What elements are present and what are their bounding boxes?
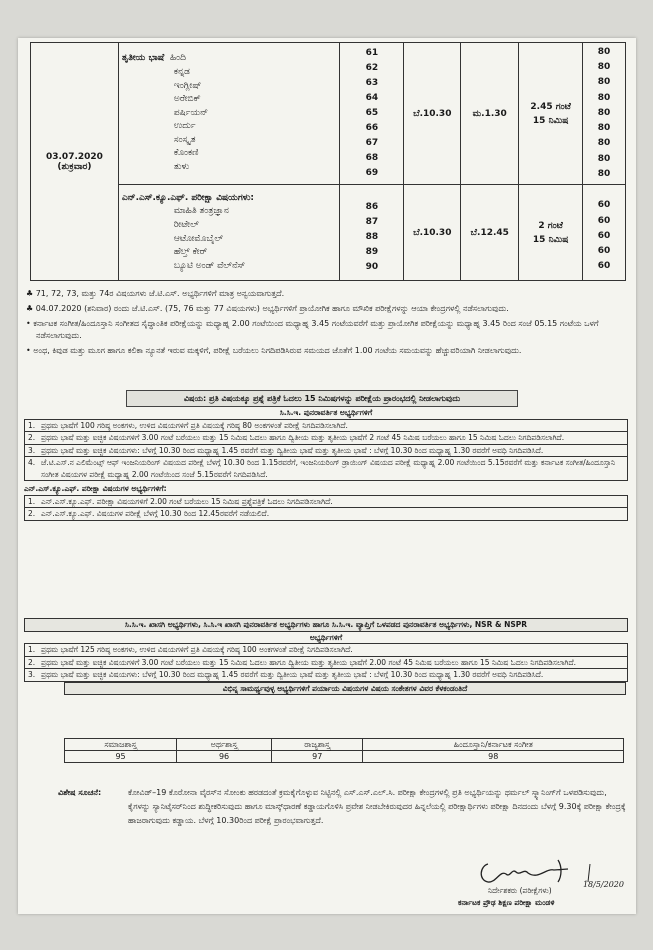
third-language-subjects: [118, 43, 340, 185]
subject-code: 62: [365, 63, 379, 73]
subject-name: ಅರೇಬಿಕ್: [173, 94, 201, 105]
subject-name: ಆಟೋಮೊಬೈಲ್: [173, 233, 224, 244]
subject-name-cell: ಅರ್ಥಶಾಸ್ತ್ರ: [177, 739, 272, 751]
subject-code: 66: [365, 123, 379, 133]
subject-name: ಉರ್ದು: [173, 121, 196, 132]
note-item: • ಅಂಧ, ಕಿವುಡ ಮತ್ತು ಮೂಗ ಹಾಗೂ ಕಲಿಕಾ ನ್ಯೂನತೆ ಇರುವ ಮಕ್ಕಳಿಗೆ, ಪರೀಕ್ಷೆ ಬರೆಯಲು ನಿಗದಿಪಡಿಸಿರುವ ಸಮಯದ ಜೊತೆಗೆ 1.00 ಗಂಟೆಯ ಸಮಯವನ್ನು ಹೆಚ್ಚುವರಿಯಾಗಿ ನೀಡಲಾಗುವುದು.: [26, 346, 522, 355]
subject-code-cell: 97: [271, 751, 363, 763]
bullet-icon: ♣: [26, 304, 36, 313]
subject-name: ಬ್ಯೂಟಿ ಅಂಡ್ ವೆಲ್‌ನೆಸ್: [173, 260, 246, 271]
note-item: ♣ 71, 72, 73, ಮತ್ತು 74ರ ವಿಷಯಗಳು ಜೆ.ಟಿ.ಎಸ್. ಅಭ್ಯರ್ಥಿಗಳಿಗೆ ಮಾತ್ರ ಅನ್ವಯವಾಗುತ್ತದೆ.: [26, 289, 285, 298]
codes-title: ವಿಭಿನ್ನ ಸಾಮರ್ಥ್ಯವುಳ್ಳ ಅಭ್ಯರ್ಥಿಗಳಿಗೆ ಪರ್ಯಾಯ ವಿಷಯಗಳ ವಿಷಯ ಸಂಕೇತಗಳ ವಿವರ ಕೆಳಕಂಡಂತಿದೆ: [64, 682, 626, 696]
special-notice: [58, 786, 628, 828]
subject-banner: ವಿಷಯ: ಪ್ರತಿ ವಿಷಯಕ್ಕೂ ಪ್ರಶ್ನೆ ಪತ್ರಿಕೆ ಓದಲು 15 ನಿಮಿಷಗಳನ್ನು ಪರೀಕ್ಷೆಯ ಪ್ರಾರಂಭದಲ್ಲಿ ನೀಡಲಾಗುವುದು: [126, 390, 518, 407]
subject-name-cell: ರಾಜ್ಯಶಾಸ್ತ್ರ: [271, 739, 363, 751]
subject-code: 69: [365, 168, 379, 178]
bullet-icon: •: [26, 319, 34, 328]
subject-name: ಕೊಂಕಣಿ: [173, 148, 199, 159]
document-page: [18, 38, 636, 914]
duration: 2 ಗಂಟೆ 15 ನಿಮಿಷ: [519, 185, 583, 281]
subject-name: ಮಾಹಿತಿ ತಂತ್ರಜ್ಞಾನ: [173, 206, 229, 217]
subject-code: 68: [365, 153, 379, 163]
marks-value: 80: [597, 47, 611, 58]
section-subtitle: ಅಭ್ಯರ್ಥಿಗಳಿಗೆ: [309, 632, 343, 642]
list-item: 4. ಜೆ.ಟಿ.ಎಸ್.ನ ಎಲಿಮೆಂಟ್ಸ್ ಆಫ್ ಇಂಜನಿಯರಿಂಗ್ ವಿಷಯದ ಪರೀಕ್ಷೆ ಬೆಳಗ್ಗೆ 10.30 ರಿಂದ 1.15ರವರೆಗೆ, ಇಂಜನಿಯರಿಂಗ್ ಡ್ರಾಯಿಂಗ್ ವಿಷಯದ ಪರೀಕ್ಷೆ ಮಧ್ಯಾಹ್ನ 2.00 ಗಂಟೆಯಿಂದ 5.15ರವರೆಗೆ ಮತ್ತು ಕರ್ನಾಟಕ ಸಂಗೀತ/ಹಿಂದೂಸ್ತಾನಿ ಸಂಗೀತ ವಿಷಯಗಳ ಪರೀಕ್ಷೆ ಮಧ್ಯಾಹ್ನ 2.00 ಗಂಟೆಯಿಂದ ಸಂಜೆ 5.15ರವರೆಗೆ ನಿಗದಿಪಡಿಸಿದೆ.: [24, 456, 628, 481]
subject-code: 67: [365, 138, 379, 148]
exam-timetable: [30, 42, 626, 281]
notes-list: [24, 288, 629, 360]
cce-private-section: [24, 618, 628, 695]
nsqf-section-title: ಎನ್.ಎಸ್.ಕ್ಯೂ.ಎಫ್. ಪರೀಕ್ಷಾ ವಿಷಯಗಳ ಅಭ್ಯರ್ಥಿಗಳಿಗೆ:: [24, 484, 167, 493]
end-time: ಬೆ.12.45: [461, 185, 519, 281]
marks-value: 60: [597, 246, 611, 257]
subject-name: ಕನ್ನಡ: [173, 66, 190, 77]
list-item: 3. ಪ್ರಥಮ ಭಾಷೆ ಮತ್ತು ಐಚ್ಛಿಕ ವಿಷಯಗಳು: ಬೆಳಗ್ಗೆ 10.30 ರಿಂದ ಮಧ್ಯಾಹ್ನ 1.45 ರವರೆಗೆ ಮತ್ತು ದ್ವಿತೀಯ ಭಾಷೆ ಮತ್ತು ತೃತೀಯ ಭಾಷೆ : ಬೆಳಗ್ಗೆ 10.30 ರಿಂದ ಮಧ್ಯಾಹ್ನ 1.30 ರವರೆಗೆ ಅವಧಿ ನಿಗದಿಪಡಿಸಿದೆ.: [24, 668, 628, 682]
alternate-subject-codes: [64, 738, 624, 763]
subject-code: 86: [365, 202, 379, 212]
list-item: 3. ಪ್ರಥಮ ಭಾಷೆ ಮತ್ತು ಐಚ್ಛಿಕ ವಿಷಯಗಳು: ಬೆಳಗ್ಗೆ 10.30 ರಿಂದ ಮಧ್ಯಾಹ್ನ 1.45 ರವರೆಗೆ ಮತ್ತು ದ್ವಿತೀಯ ಭಾಷೆ ಮತ್ತು ತೃತೀಯ ಭಾಷೆ : ಬೆಳಗ್ಗೆ 10.30 ರಿಂದ ಮಧ್ಯಾಹ್ನ 1.30 ರವರೆಗೆ ಅವಧಿ ನಿಗದಿಪಡಿಸಿದೆ.: [24, 444, 628, 457]
section-list: [24, 419, 628, 482]
list-item: 2. ಪ್ರಥಮ ಭಾಷೆ ಮತ್ತು ಐಚ್ಛಿಕ ವಿಷಯಗಳಿಗೆ 3.00 ಗಂಟೆ ಬರೆಯಲು ಮತ್ತು 15 ನಿಮಿಷ ಓದಲು ಹಾಗೂ ದ್ವಿತೀಯ ಮತ್ತು ತೃತೀಯ ಭಾಷೆಗೆ 2.00 ಗಂಟೆ 45 ನಿಮಿಷ ಬರೆಯಲು ಹಾಗೂ 15 ನಿಮಿಷ ಓದಲು ನಿಗದಿಪಡಿಸಲಾಗಿದೆ.: [24, 656, 628, 669]
list-item: 2. ಪ್ರಥಮ ಭಾಷೆ ಮತ್ತು ಐಚ್ಛಿಕ ವಿಷಯಗಳಿಗೆ 3.00 ಗಂಟೆ ಬರೆಯಲು ಮತ್ತು 15 ನಿಮಿಷ ಓದಲು ಹಾಗೂ ದ್ವಿತೀಯ ಮತ್ತು ತೃತೀಯ ಭಾಷೆಗೆ 2 ಗಂಟೆ 45 ನಿಮಿಷ ಬರೆಯಲು ಹಾಗೂ 15 ನಿಮಿಷ ಓದಲು ನಿಗದಿಪಡಿಸಲಾಗಿದೆ.: [24, 431, 628, 444]
start-time: ಬೆ.10.30: [404, 185, 461, 281]
marks-value: 80: [597, 107, 611, 118]
subject-name: ಸಂಸ್ಕೃತ: [173, 134, 196, 145]
subject-name: ಹೆಲ್ತ್ ಕೇರ್: [173, 247, 208, 258]
start-time: ಬೆ.10.30: [404, 43, 461, 185]
max-marks: [583, 185, 626, 281]
third-language-header: ತೃತೀಯ ಭಾಷೆ: [121, 53, 165, 64]
marks-value: 80: [597, 62, 611, 73]
marks-value: 80: [597, 153, 611, 164]
duration: 2.45 ಗಂಟೆ 15 ನಿಮಿಷ: [519, 43, 583, 185]
marks-value: 80: [597, 77, 611, 88]
subject-code-cell: 96: [177, 751, 272, 763]
section-title: ಸಿ.ಸಿ.ಇ. ಖಾಸಗಿ ಅಭ್ಯರ್ಥಿಗಳು, ಸಿ.ಸಿ.ಇ ಖಾಸಗಿ ಪುನರಾವರ್ತಿತ ಅಭ್ಯರ್ಥಿಗಳು ಹಾಗೂ ಸಿ.ಸಿ.ಇ. ವ್ಯಾಪ್ತಿಗೆ ಒಳಪಡದ ಪುನರಾವರ್ತಿತ ಅಭ್ಯರ್ಥಿಗಳು, NSR & NSPR: [24, 618, 628, 632]
max-marks: [583, 43, 626, 185]
bullet-icon: •: [26, 346, 34, 355]
end-time: ಮ.1.30: [461, 43, 519, 185]
subject-name: ತುಳು: [173, 162, 190, 173]
subject-name: ಇಂಗ್ಲೀಷ್: [173, 80, 202, 91]
exam-day: (ಶುಕ್ರವಾರ): [57, 161, 92, 172]
cce-repeaters-section: [24, 407, 628, 521]
subject-code: 61: [365, 48, 379, 58]
note-item: • ಕರ್ನಾಟಕ ಸಂಗೀತ/ಹಿಂದೂಸ್ತಾನಿ ಸಂಗೀತದ ಸೈದ್ಧಾಂತಿಕ ಪರೀಕ್ಷೆಯನ್ನು ಮಧ್ಯಾಹ್ನ 2.00 ಗಂಟೆಯಿಂದ ಮಧ್ಯಾಹ್ನ 3.45 ಗಂಟೆಯವರೆಗೆ ಮತ್ತು ಪ್ರಾಯೋಗಿಕ ಪರೀಕ್ಷೆಯನ್ನು ಮಧ್ಯಾಹ್ನ 3.45 ರಿಂದ ಸಂಜೆ 05.15 ಗಂಟೆಯ ಒಳಗೆ ನಡೆಸಲಾಗುವುದು.: [26, 319, 599, 340]
marks-value: 80: [597, 138, 611, 149]
subject-code: 90: [365, 262, 379, 272]
note-item: ♣ 04.07.2020 (ಶನಿವಾರ) ರಂದು ಜೆ.ಟಿ.ಎಸ್. (75, 76 ಮತ್ತು 77 ವಿಷಯಗಳು) ಅಭ್ಯರ್ಥಿಗಳಿಗೆ ಪ್ರಾಯೋಗಿಕ ಹಾಗೂ ಮೌಖಿಕ ಪರೀಕ್ಷೆಗಳನ್ನು ಆಯಾ ಕೇಂದ್ರಗಳಲ್ಲಿ ನಡೆಸಲಾಗುವುದು.: [26, 304, 509, 313]
section-list: [24, 643, 628, 682]
list-item: 1. ಎನ್.ಎಸ್.ಕ್ಯೂ.ಎಫ್. ಪರೀಕ್ಷಾ ವಿಷಯಗಳಿಗೆ 2.00 ಗಂಟೆ ಬರೆಯಲು 15 ನಿಮಿಷ ಪ್ರಶ್ನೆಪತ್ರಿಕೆ ಓದಲು ನಿಗದಿಪಡಿಸಲಾಗಿದೆ.: [24, 495, 628, 508]
bullet-icon: ♣: [26, 289, 36, 298]
subject-code: 88: [365, 232, 379, 242]
subject-code: 87: [365, 217, 379, 227]
subject-name-cell: ಹಿಂದೂಸ್ತಾನಿ/ಕರ್ನಾಟಕ ಸಂಗೀತ: [363, 739, 624, 751]
nsqf-subjects: [118, 185, 340, 281]
marks-value: 60: [597, 261, 611, 272]
exam-date: 03.07.2020: [45, 151, 103, 162]
list-item: 1. ಪ್ರಥಮ ಭಾಷೆಗೆ 125 ಗರಿಷ್ಠ ಅಂಕಗಳು, ಉಳಿದ ವಿಷಯಗಳಿಗೆ ಪ್ರತಿ ವಿಷಯಕ್ಕೆ ಗರಿಷ್ಠ 100 ಅಂಕಗಳಂತೆ ಪರೀಕ್ಷೆ ನಿಗದಿಪಡಿಸಲಾಗಿದೆ.: [24, 643, 628, 656]
special-notice-text: ಕೋವಿಡ್–19 ಕೊರೋನಾ ವೈರಸ್‌ನ ಸೋಂಕು ಹರಡದಂತೆ ಕ್ರಮಕೈಗೊಳ್ಳುವ ನಿಟ್ಟಿನಲ್ಲಿ ಎಸ್.ಎಸ್.ಎಲ್.ಸಿ. ಪರೀಕ್ಷಾ ಕೇಂದ್ರಗಳಲ್ಲಿ ಪ್ರತಿ ಅಭ್ಯರ್ಥಿಯನ್ನು ಥರ್ಮಲ್ ಸ್ಕ್ಯಾನಿಂಗ್‌ಗೆ ಒಳಪಡಿಸುವುದು, ಕೈಗಳನ್ನು ಸ್ಯಾನಿಟೈಸರ್‌ನಿಂದ ಶುದ್ಧೀಕರಿಸುವುದು ಹಾಗೂ ಮಾಸ್ಕ್‌ಧಾರಣೆ ಕಡ್ಡಾಯಗೊಳಿಸಿ ಪ್ರವೇಶ ನೀಡಬೇಕಿರುವುದರ ಹಿನ್ನಲೆಯಲ್ಲಿ ಪರೀಕ್ಷಾರ್ಥಿಗಳು ಪರೀಕ್ಷಾ ದಿನದಂದು ಬೆಳಗ್ಗೆ 9.30ಕ್ಕೆ ಪರೀಕ್ಷಾ ಕೇಂದ್ರಕ್ಕೆ ಹಾಜರಾಗುವುದು ಕಡ್ಡಾಯ. ಬೆಳಗ್ಗೆ 10.30ರಿಂದ ಪರೀಕ್ಷೆ ಪ್ರಾರಂಭವಾಗುತ್ತದೆ.: [128, 788, 626, 825]
subject-name-cell: ಸಮಾಜಶಾಸ್ತ್ರ: [65, 739, 177, 751]
marks-value: 80: [597, 92, 611, 103]
subject-code: 89: [365, 247, 379, 257]
special-notice-label: ವಿಶೇಷ ಸೂಚನೆ:: [58, 788, 102, 797]
list-item: 2. ಎನ್.ಎಸ್.ಕ್ಯೂ.ಎಫ್. ವಿಷಯಗಳ ಪರೀಕ್ಷೆ ಬೆಳಗ್ಗೆ 10.30 ರಿಂದ 12.45ರವರೆಗೆ ನಡೆಯಲಿದೆ.: [24, 507, 628, 521]
signatory-title: ನಿರ್ದೇಶಕರು (ಪರೀಕ್ಷೆಗಳು): [488, 886, 552, 895]
subject-code: 63: [365, 78, 379, 88]
section-title: ಸಿ.ಸಿ.ಇ. ಪುನರಾವರ್ತಿತ ಅಭ್ಯರ್ಥಿಗಳಿಗೆ: [279, 408, 373, 417]
subject-code-cell: 95: [65, 751, 177, 763]
marks-value: 60: [597, 200, 611, 211]
signature-block: [458, 856, 628, 908]
subject-codes: [340, 43, 404, 185]
subject-name: ಪರ್ಷಿಯನ್: [173, 107, 209, 118]
nsqf-header: ಎನ್.ಎಸ್.ಕ್ಯೂ.ಎಫ್. ಪರೀಕ್ಷಾ ವಿಷಯಗಳು:: [121, 192, 255, 203]
subject-code-cell: 98: [363, 751, 624, 763]
marks-value: 80: [597, 123, 611, 134]
nsqf-list: [24, 495, 628, 521]
marks-value: 80: [597, 168, 611, 179]
marks-value: 60: [597, 215, 611, 226]
subject-code: 65: [365, 108, 379, 118]
subject-code: 64: [365, 93, 379, 103]
subject-name: ರೀಟೇಲ್: [173, 219, 199, 230]
subject-name: ಹಿಂದಿ: [169, 53, 186, 64]
board-name: ಕರ್ನಾಟಕ ಪ್ರೌಢ ಶಿಕ್ಷಣ ಪರೀಕ್ಷಾ ಮಂಡಳಿ: [458, 898, 555, 907]
marks-value: 60: [597, 230, 611, 241]
handwritten-date: 18/5/2020: [582, 880, 624, 889]
subject-codes: [340, 185, 404, 281]
exam-date-cell: [31, 43, 119, 281]
list-item: 1. ಪ್ರಥಮ ಭಾಷೆಗೆ 100 ಗರಿಷ್ಠ ಅಂಕಗಳು, ಉಳಿದ ವಿಷಯಗಳಿಗೆ ಪ್ರತಿ ವಿಷಯಕ್ಕೆ ಗರಿಷ್ಠ 80 ಅಂಕಗಳಂತೆ ಪರೀಕ್ಷೆ ನಿಗದಿಪಡಿಸಲಾಗಿದೆ.: [24, 419, 628, 432]
